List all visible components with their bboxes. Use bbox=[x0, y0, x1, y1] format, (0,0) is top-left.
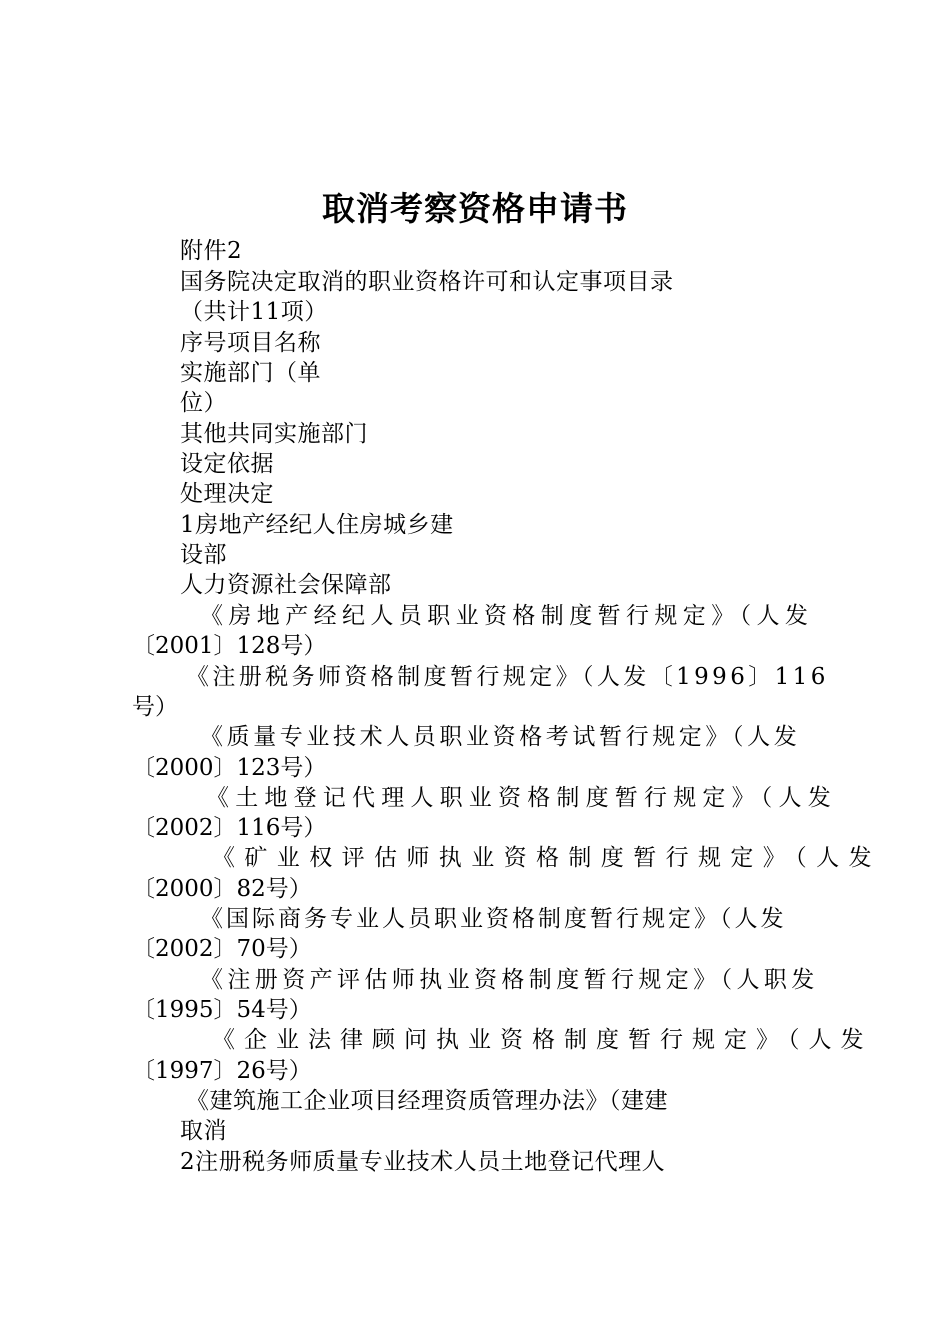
item-count: （共计11项） bbox=[180, 299, 328, 325]
row1-other-dept: 人力资源社会保障部 bbox=[180, 572, 392, 598]
ref-4-line2: 〔2002〕116号） bbox=[132, 815, 327, 841]
ref-2-line2: 号） bbox=[132, 694, 178, 720]
header-dept-part2: 位） bbox=[180, 390, 227, 416]
ref-8-line1: 《企业法律顾问执业资格制度暂行规定》（人发 bbox=[212, 1027, 873, 1053]
ref-8-line2: 〔1997〕26号） bbox=[132, 1058, 312, 1084]
header-decision: 处理决定 bbox=[180, 481, 274, 507]
header-dept-part1: 实施部门（单 bbox=[180, 360, 321, 386]
ref-6-line2: 〔2002〕70号） bbox=[132, 936, 312, 962]
row1-item: 1房地产经纪人住房城乡建 bbox=[180, 512, 454, 538]
ref-7-line1: 《注册资产评估师执业资格制度暂行规定》（人职发 bbox=[200, 967, 819, 993]
ref-1-line1: 《房地产经纪人员职业资格制度暂行规定》（人发 bbox=[200, 603, 814, 629]
ref-3-line1: 《质量专业技术人员职业资格考试暂行规定》（人发 bbox=[200, 724, 801, 750]
ref-5-line1: 《矿业权评估师执业资格制度暂行规定》（人发 bbox=[212, 845, 881, 871]
row1-dept-cont: 设部 bbox=[180, 542, 227, 568]
ref-5-line2: 〔2000〕82号） bbox=[132, 876, 312, 902]
ref-9-line1: 《建筑施工企业项目经理资质管理办法》（建建 bbox=[186, 1088, 668, 1114]
attachment-label: 附件2 bbox=[180, 238, 243, 264]
header-basis: 设定依据 bbox=[180, 451, 274, 477]
catalog-heading: 国务院决定取消的职业资格许可和认定事项目录 bbox=[180, 269, 674, 295]
row2-items: 2注册税务师质量专业技术人员土地登记代理人 bbox=[180, 1149, 666, 1175]
ref-4-line1: 《土地登记代理人职业资格制度暂行规定》（人发 bbox=[206, 785, 837, 811]
ref-3-line2: 〔2000〕123号） bbox=[132, 755, 327, 781]
ref-1-line2: 〔2001〕128号） bbox=[132, 633, 327, 659]
document-title: 取消考察资格申请书 bbox=[322, 189, 628, 228]
row1-decision: 取消 bbox=[180, 1118, 227, 1144]
ref-6-line1: 《国际商务专业人员职业资格制度暂行规定》（人发 bbox=[200, 906, 787, 932]
header-other-dept: 其他共同实施部门 bbox=[180, 421, 368, 447]
header-seq-name: 序号项目名称 bbox=[180, 330, 321, 356]
ref-7-line2: 〔1995〕54号） bbox=[132, 997, 312, 1023]
ref-2-line1: 《注册税务师资格制度暂行规定》（人发〔1996〕116 bbox=[186, 664, 829, 690]
